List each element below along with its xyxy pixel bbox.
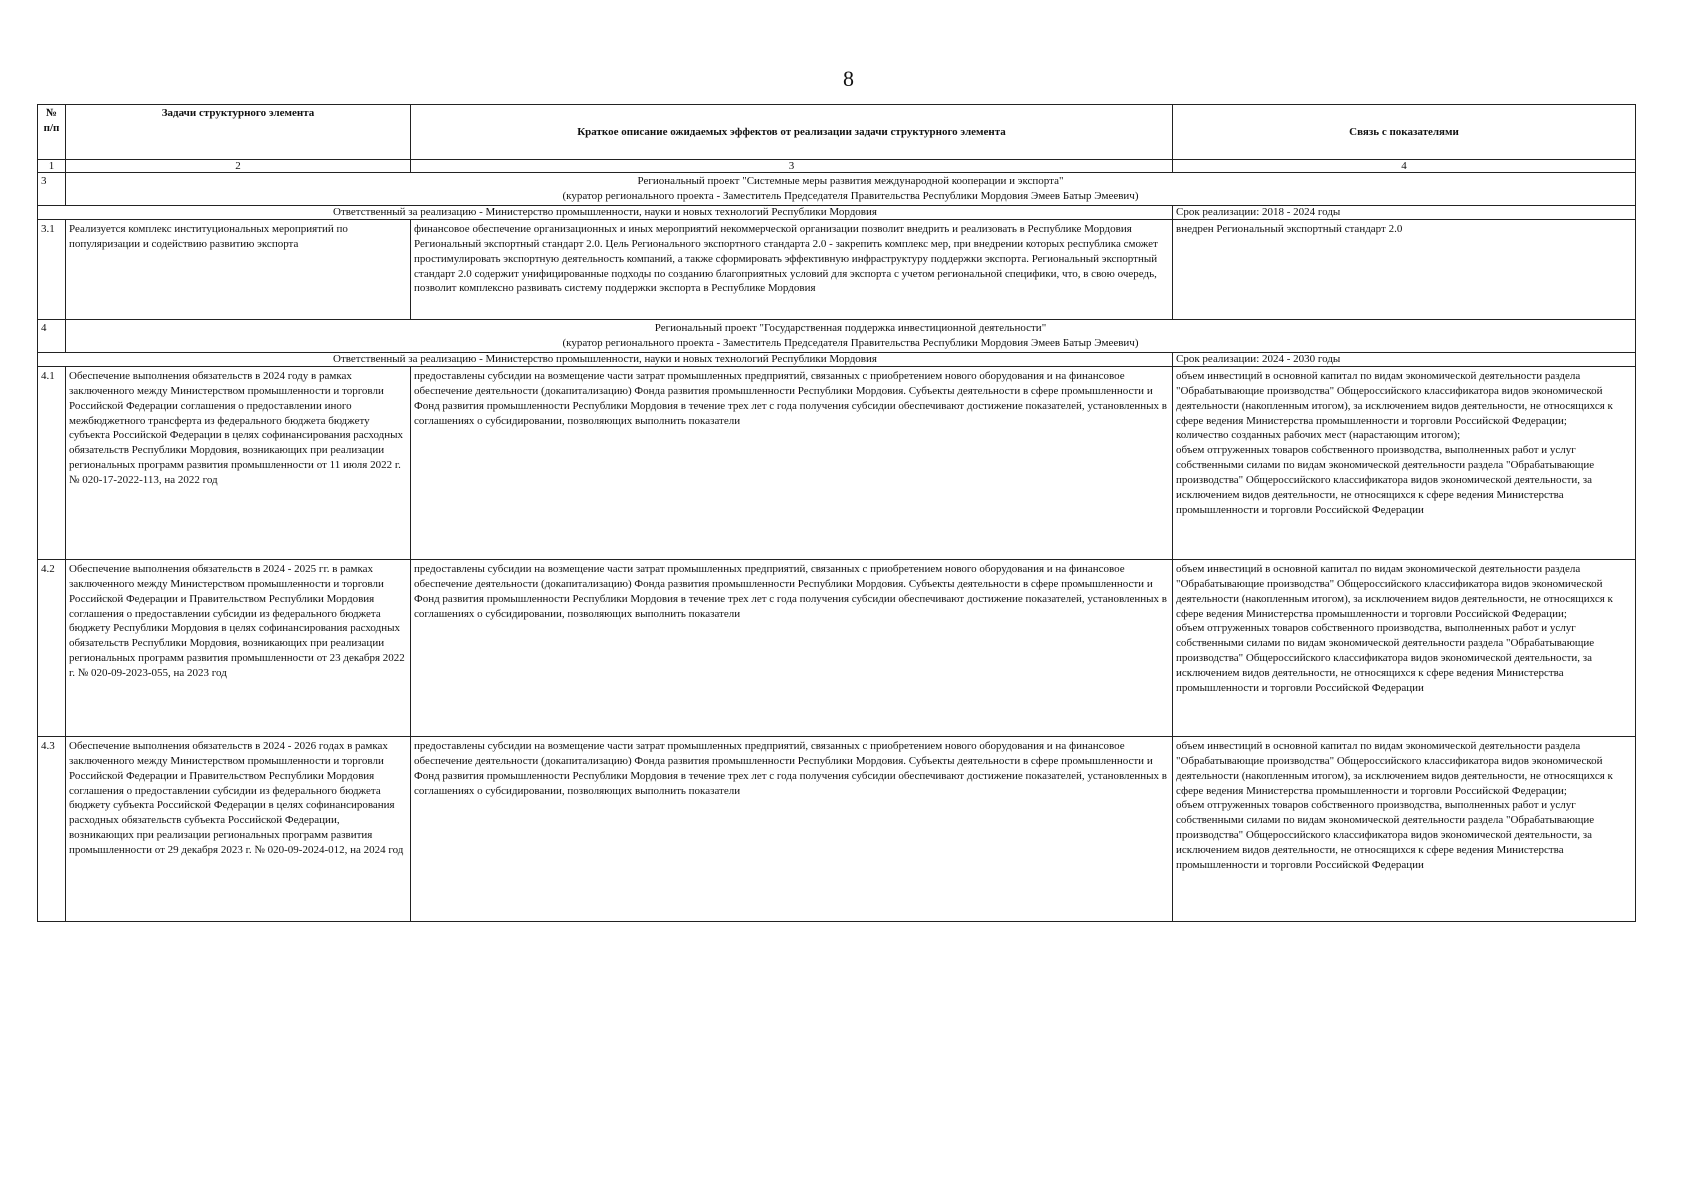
structural-element-tasks-table [37,104,1636,922]
task-number: 4.1 [38,367,66,560]
project-curator: (куратор регионального проекта - Заместитель Председателя Правительства Республики Мордовия Эмеев Батыр Эмеевич) [562,189,1139,202]
table-row [38,220,1636,320]
table-row [38,367,1636,560]
task-number: 3.1 [38,220,66,320]
table-header-row [38,105,1636,160]
section-number: 4 [38,320,66,353]
indicators-text: внедрен Региональный экспортный стандарт 2.0 [1173,220,1636,320]
table-row [38,737,1636,922]
task-text: Реализуется комплекс институциональных мероприятий по популяризации и содействию развитию экспорта [66,220,411,320]
column-number: 4 [1173,160,1636,173]
indicators-text: объем инвестиций в основной капитал по видам экономической деятельности раздела "Обрабатывающие производства" Общероссийского классификатора видов экономической деятельности (накопленным итогом), за исключением видов деятельности, не относящихся к сфере ведения Министерства промышленности и торговли Российской Федерации; объем отгруженных товаров собственного производства, выполненных работ и услуг собственными силами по видам экономической деятельности раздела "Обрабатывающие производства" Общероссийского классификатора видов экономической деятельности, за исключением видов деятельности, не относящихся к сфере ведения Министерства промышленности и торговли Российской Федерации [1173,560,1636,737]
column-numbers-row [38,160,1636,173]
indicators-text: объем инвестиций в основной капитал по видам экономической деятельности раздела "Обрабатывающие производства" Общероссийского классификатора видов экономической деятельности (накопленным итогом), за исключением видов деятельности, не относящихся к сфере ведения Министерства промышленности и торговли Российской Федерации; объем отгруженных товаров собственного производства, выполненных работ и услуг собственными силами по видам экономической деятельности раздела "Обрабатывающие производства" Общероссийского классификатора видов экономической деятельности, за исключением видов деятельности, не относящихся к сфере ведения Министерства промышленности и торговли Российской Федерации [1173,737,1636,922]
section-number: 3 [38,173,66,206]
table-row [38,560,1636,737]
section-title [66,320,1636,353]
header-tasks: Задачи структурного элемента [66,105,411,160]
project-curator: (куратор регионального проекта - Заместитель Председателя Правительства Республики Мордовия Эмеев Батыр Эмеевич) [562,336,1139,349]
task-text: Обеспечение выполнения обязательств в 2024 - 2025 гг. в рамках заключенного между Министерством промышленности и торговли Российской Федерации и Правительством Республики Мордовия соглашения о предоставлении субсидии из федерального бюджета бюджету Республики Мордовия в целях софинансирования расходных обязательств Республики Мордовия, возникающих при реализации региональных программ развития промышленности от 23 декабря 2022 г. № 020-09-2023-055, на 2023 год [66,560,411,737]
effect-text: предоставлены субсидии на возмещение части затрат промышленных предприятий, связанных с приобретением нового оборудования и на финансовое обеспечение деятельности (докапитализацию) Фонда развития промышленности Республики Мордовия. Субъекты деятельности в сфере промышленности и Фонд развития промышленности Республики Мордовия в течение трех лет с года получения субсидии обеспечивают достижение показателей, установленных в соглашениях о субсидировании, позволяющих выполнить показатели [411,737,1173,922]
project-title: Региональный проект "Государственная поддержка инвестиционной деятельности" [654,322,1047,334]
column-number: 1 [38,160,66,173]
responsible-text: Ответственный за реализацию - Министерство промышленности, науки и новых технологий Республики Мордовия [38,206,1173,220]
section-title [66,173,1636,206]
term-text: Срок реализации: 2018 - 2024 годы [1173,206,1636,220]
header-effects: Краткое описание ожидаемых эффектов от реализации задачи структурного элемента [411,105,1173,160]
column-number: 2 [66,160,411,173]
header-indicators: Связь с показателями [1173,105,1636,160]
task-number: 4.3 [38,737,66,922]
responsible-row [38,206,1636,220]
term-text: Срок реализации: 2024 - 2030 годы [1173,353,1636,367]
header-number: № п/п [38,105,66,160]
section-header-row [38,320,1636,353]
task-text: Обеспечение выполнения обязательств в 2024 году в рамках заключенного между Министерством промышленности и торговли Российской Федерации соглашения о предоставлении иного межбюджетного трансферта из федерального бюджета бюджету субъекта Российской Федерации в целях софинансирования расходных обязательств Республики Мордовия, возникающих при реализации региональных программ развития промышленности от 11 июля 2022 г. № 020-17-2022-113, на 2022 год [66,367,411,560]
responsible-text: Ответственный за реализацию - Министерство промышленности, науки и новых технологий Республики Мордовия [38,353,1173,367]
indicators-text: объем инвестиций в основной капитал по видам экономической деятельности раздела "Обрабатывающие производства" Общероссийского классификатора видов экономической деятельности (накопленным итогом), за исключением видов деятельности, не относящихся к сфере ведения Министерства промышленности и торговли Российской Федерации; количество созданных рабочих мест (нарастающим итогом); объем отгруженных товаров собственного производства, выполненных работ и услуг собственными силами по видам экономической деятельности раздела "Обрабатывающие производства" Общероссийского классификатора видов экономической деятельности, за исключением видов деятельности, не относящихся к сфере ведения Министерства промышленности и торговли Российской Федерации [1173,367,1636,560]
effect-text: предоставлены субсидии на возмещение части затрат промышленных предприятий, связанных с приобретением нового оборудования и на финансовое обеспечение деятельности (докапитализацию) Фонда развития промышленности Республики Мордовия. Субъекты деятельности в сфере промышленности и Фонд развития промышленности Республики Мордовия в течение трех лет с года получения субсидии обеспечивают достижение показателей, установленных в соглашениях о субсидировании, позволяющих выполнить показатели [411,560,1173,737]
effect-text: предоставлены субсидии на возмещение части затрат промышленных предприятий, связанных с приобретением нового оборудования и на финансовое обеспечение деятельности (докапитализацию) Фонда развития промышленности Республики Мордовия. Субъекты деятельности в сфере промышленности и Фонд развития промышленности Республики Мордовия в течение трех лет с года получения субсидии обеспечивают достижение показателей, установленных в соглашениях о субсидировании, позволяющих выполнить показатели [411,367,1173,560]
effect-text: финансовое обеспечение организационных и иных мероприятий некоммерческой организации позволит внедрить и реализовать в Республике Мордовия Региональный экспортный стандарт 2.0. Цель Регионального экспортного стандарта 2.0 - закрепить комплекс мер, при внедрении которых республика сможет простимулировать экспортную деятельность компаний, а также сформировать эффективную инфраструктуру поддержки экспорта. Региональный экспортный стандарт 2.0 содержит унифицированные подходы по созданию благоприятных условий для экспорта с учетом региональной специфики, что, в свою очередь, позволит комплексно развивать систему поддержки экспорта в Республике Мордовия [411,220,1173,320]
page-number: 8 [843,66,854,91]
project-title: Региональный проект "Системные меры развития международной кооперации и экспорта" [637,175,1064,187]
section-header-row [38,173,1636,206]
task-text: Обеспечение выполнения обязательств в 2024 - 2026 годах в рамках заключенного между Министерством промышленности и торговли Российской Федерации и Правительством Республики Мордовия соглашения о предоставлении субсидии из федерального бюджета бюджету субъекта Российской Федерации в целях софинансирования расходных обязательств субъекта Российской Федерации, возникающих при реализации региональных программ развития промышленности от 29 декабря 2023 г. № 020-09-2024-012, на 2024 год [66,737,411,922]
task-number: 4.2 [38,560,66,737]
responsible-row [38,353,1636,367]
column-number: 3 [411,160,1173,173]
